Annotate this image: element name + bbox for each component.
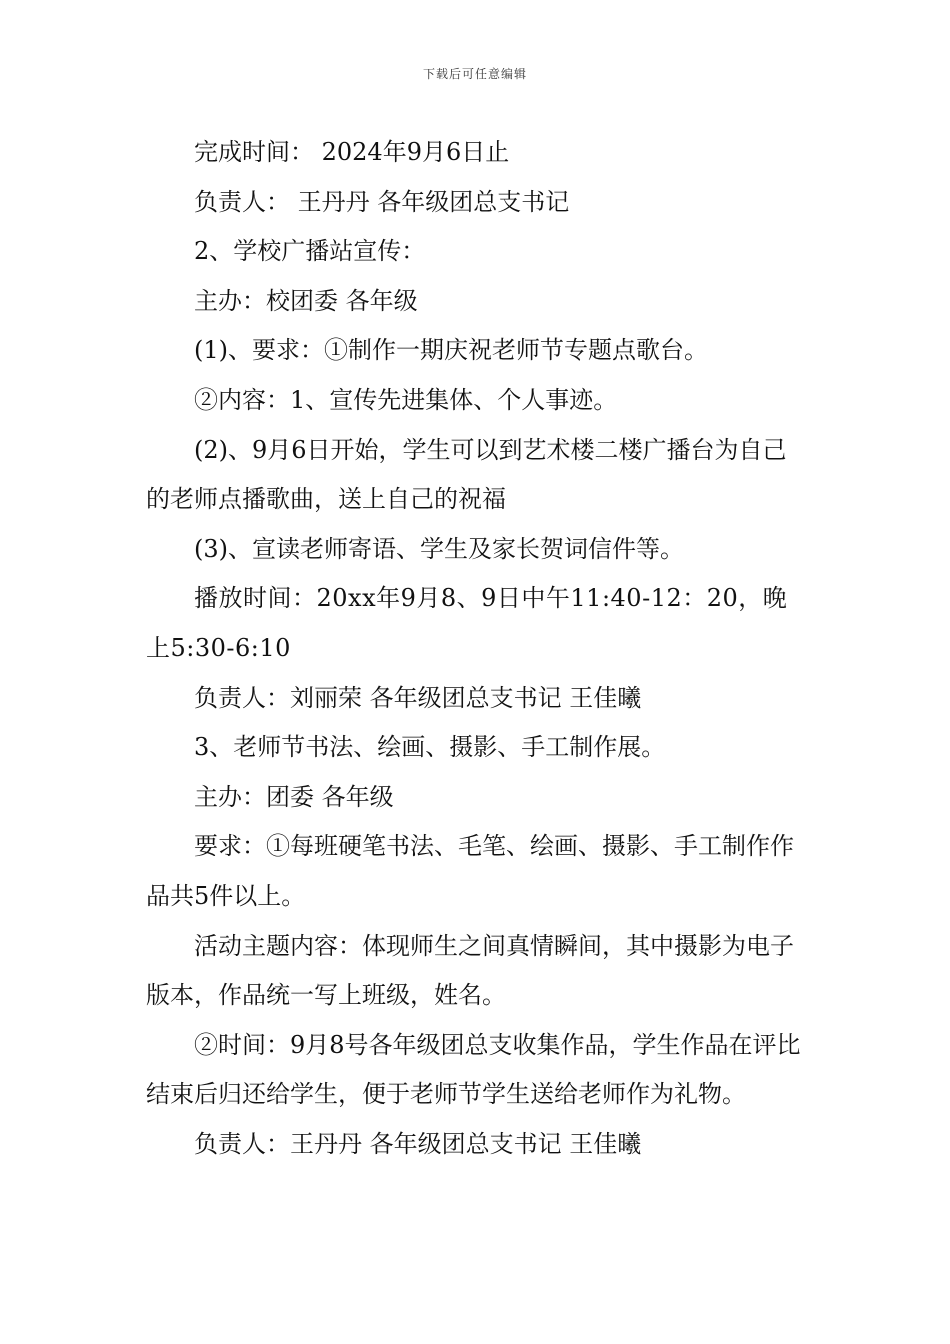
- paragraph-organizer-2: 主办：团委 各年级: [194, 782, 394, 811]
- paragraph-section-2-heading: 2、学校广播站宣传：: [194, 237, 426, 266]
- paragraph-completion-time: 完成时间： 2024年9月6日止: [194, 138, 510, 166]
- paragraph-organizer-1: 主办：校团委 各年级: [194, 286, 418, 315]
- paragraph-person-in-charge-3: 负责人：王丹丹 各年级团总支书记 王佳曦: [194, 1129, 642, 1158]
- paragraph-requirement-1: (1)、要求：①制作一期庆祝老师节专题点歌台。: [194, 336, 708, 365]
- paragraph-person-in-charge-2: 负责人：刘丽荣 各年级团总支书记 王佳曦: [194, 683, 642, 712]
- paragraph-section-3-heading: 3、老师节书法、绘画、摄影、手工制作展。: [194, 733, 666, 762]
- paragraph-requirement-2: (2)、9月6日开始，学生可以到艺术楼二楼广播台为自己的老师点播歌曲，送上自己的祝福: [146, 435, 787, 514]
- paragraph-collection-time: ②时间：9月8号各年级团总支收集作品，学生作品在评比结束后归还给学生，便于老师节学生送给老师作为礼物。: [146, 1030, 801, 1109]
- paragraph-broadcast-time: 播放时间：20xx年9月8、9日中午11:40-12：20，晚上5:30-6:10: [146, 584, 788, 662]
- paragraph-activity-theme: 活动主题内容：体现师生之间真情瞬间，其中摄影为电子版本，作品统一写上班级，姓名。: [146, 931, 794, 1010]
- document-body: [146, 128, 806, 1169]
- paragraph-content: ②内容：1、宣传先进集体、个人事迹。: [194, 385, 618, 414]
- paragraph-exhibition-requirement: 要求：①每班硬笔书法、毛笔、绘画、摄影、手工制作作品共5件以上。: [146, 832, 794, 910]
- paragraph-person-in-charge-1: 负责人： 王丹丹 各年级团总支书记: [194, 187, 570, 216]
- paragraph-requirement-3: (3)、宣读老师寄语、学生及家长贺词信件等。: [194, 534, 684, 563]
- page-header-note: 下载后可任意编辑: [422, 67, 527, 81]
